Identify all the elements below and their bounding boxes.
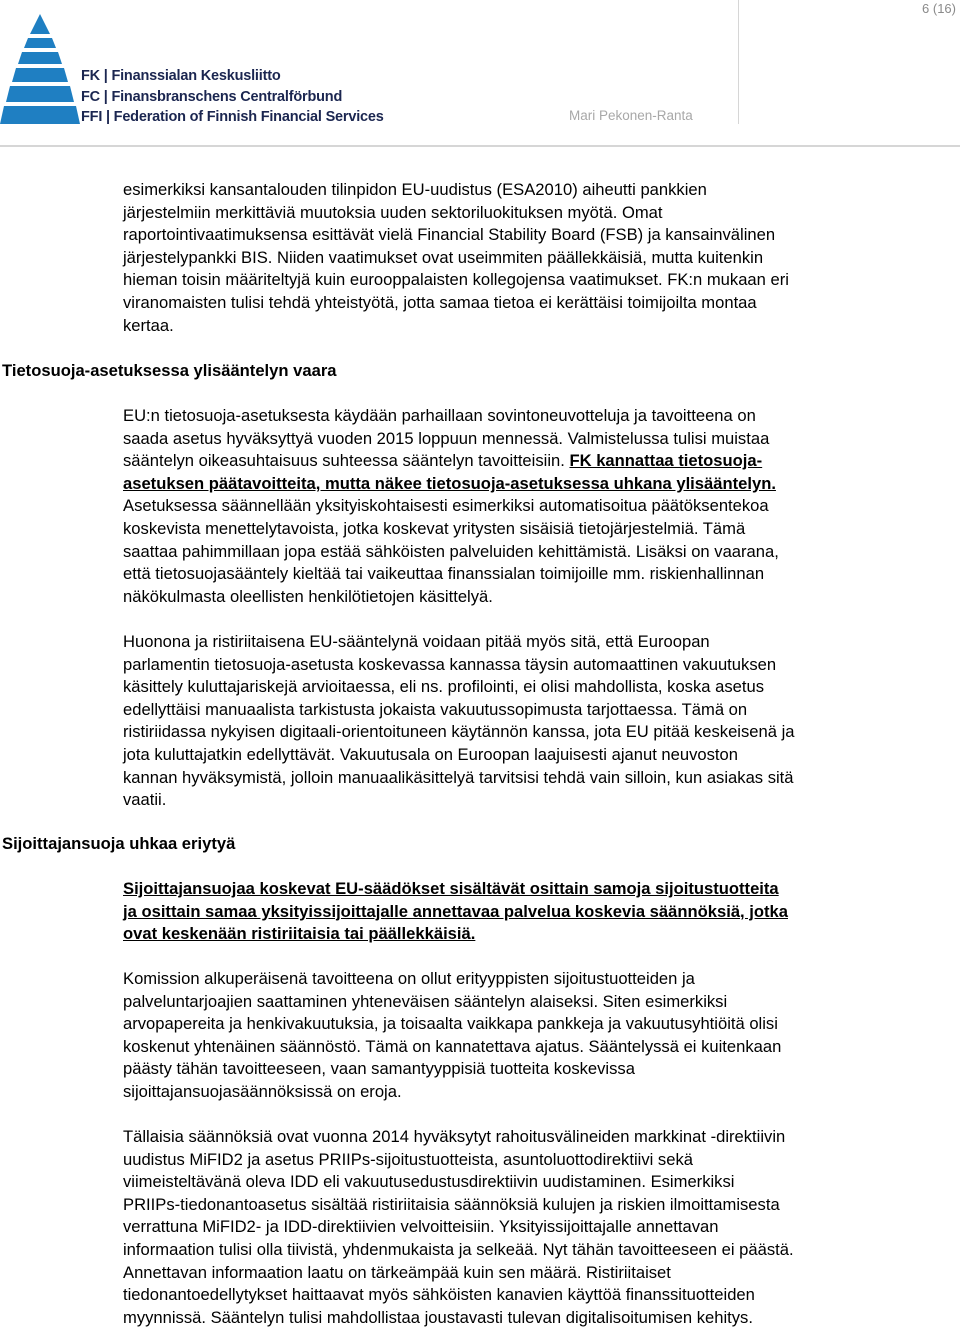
text-line: kannan hyväksymistä, jolloin manuaalikäsittelyä tarvitsisi tehdä vain silloin, kun asiakas sitä: [123, 767, 794, 787]
text-line: että tietosuojasääntely kieltää tai vaikeuttaa finanssialan toimijoille mm. riskienhallinnan: [123, 564, 765, 584]
section-heading-investor-protection: Sijoittajansuoja uhkaa eriytyä: [2, 834, 236, 853]
text-line: Tällaisia säännöksiä ovat vuonna 2014 hyväksytyt rahoitusvälineiden markkinat -direktiivin: [123, 1127, 786, 1146]
text-line: näkökulmasta oleellisten henkilötietojen käsittelyä.: [123, 586, 493, 606]
text-line: hieman toisin määriteltyjä kuin eurooppalaisten kollegojensa vaatimukset. FK:n mukaan eri: [123, 270, 789, 290]
paragraph-profiling: [123, 631, 960, 812]
text-line: palveluntarjoajien saattaminen yhteneväisen sääntelyn alaiseksi. Siten esimerkiksi: [123, 991, 728, 1011]
text-line: uudistus MiFID2 ja asetus PRIIPs-sijoitustuotteista, asuntoluottodirektiivi sekä: [123, 1149, 693, 1169]
author-name: Mari Pekonen-Ranta: [569, 108, 693, 123]
text-line: järjestelypankki BIS. Niiden vaatimukset ovat useimmiten päällekkäisiä, mutta kuitenkin: [123, 247, 764, 267]
section-heading-data-protection: Tietosuoja-asetuksessa ylisääntelyn vaara: [2, 361, 337, 380]
text-line: myynnissä. Sääntelyn tulisi mahdollistaa joustavasti tulevan digitalisoitumisen kehitys.: [123, 1307, 753, 1327]
organization-name: [81, 66, 384, 128]
header-rule: [0, 145, 960, 147]
paragraph-reporting: [123, 179, 960, 337]
org-line-fc: FC | Finansbranschens Centralförbund: [81, 88, 343, 105]
text-line: EU:n tietosuoja-asetuksesta käydään parhaillaan sovintoneuvotteluja ja tavoitteena on: [123, 406, 756, 425]
text-line: saada asetus hyväksyttyä vuoden 2015 loppuun mennessä. Valmistelussa tulisi muistaa: [123, 428, 770, 448]
text-line: ristiriidassa nykyisen digitaali-orientoituneen käytännön kanssa, jota EU pitää keskeisenä ja: [123, 722, 795, 742]
text-line: kertaa.: [123, 315, 174, 335]
text-line: ja osittain samaa yksityissijoittajalle annettavaa palvelua koskevia säännöksiä, jotka: [123, 901, 788, 921]
text-line: [123, 450, 960, 473]
org-line-fk: FK | Finanssialan Keskusliitto: [81, 68, 281, 84]
text-line: viranomaisten tulisi tehdä yhteistyötä, jotta samaa tietoa ei kerättäisi toimijoilta montaa: [123, 292, 757, 312]
page-header: [0, 0, 960, 150]
text-line: edellyttäisi manuaalista tarkistusta jokaista vakuutussopimusta tarjottaessa. Tämä on: [123, 699, 748, 719]
text-line: parlamentin tietosuoja-asetusta koskevassa kannassa täysin automaattinen vakuutuksen: [123, 654, 777, 674]
paragraph-data-protection: [123, 405, 960, 608]
paragraph-investor-summary: [123, 878, 960, 946]
text-line: päästy tähän tavoitteeseen, vaan samantyyppisiä tuotteita koskevissa: [123, 1059, 635, 1079]
text-line: ovat keskenään ristiriitaisia tai päällekkäisiä.: [123, 924, 476, 944]
text-span: sääntelyn oikeasuhtaisuus suhteessa sääntelyn tavoitteisiin.: [123, 451, 570, 471]
text-line: Annettavan informaation laatu on tärkeämpää kuin sen määrä. Ristiriitaiset: [123, 1262, 671, 1282]
paragraph-regulations: [123, 1126, 960, 1329]
text-line: jota kuluttajatkin edellyttävät. Vakuutusala on Euroopan laajuisesti ajanut neuvoston: [123, 744, 738, 764]
text-line: tiedonantoedellytykset haittaavat myös sähköisten kanavien käyttöä finanssituotteiden: [123, 1285, 755, 1305]
text-line: Sijoittajansuojaa koskevat EU-säädökset sisältävät osittain samoja sijoitustuotteita: [123, 879, 779, 898]
text-line: koskenut yhtenäinen säännöstö. Tämä on kannatettava ajatus. Sääntelyssä ei kuitenkaan: [123, 1036, 782, 1056]
emphasis-text: asetuksen päätavoitteita, mutta näkee tietosuoja-asetuksessa uhkana ylisääntelyn.: [123, 473, 776, 493]
org-line-ffi: FFI | Federation of Finnish Financial Services: [81, 109, 384, 125]
ffi-logo-icon: [0, 14, 80, 126]
text-line: esimerkiksi kansantalouden tilinpidon EU-uudistus (ESA2010) aiheutti pankkien: [123, 180, 707, 199]
text-line: vaatii.: [123, 790, 167, 810]
text-line: raportointivaatimuksensa esittävät vielä Financial Stability Board (FSB) ja kansainvälinen: [123, 225, 776, 245]
header-divider: [738, 0, 739, 124]
emphasis-text: FK kannattaa tietosuoja-: [569, 451, 763, 471]
text-line: verrattuna MiFID2- ja IDD-direktiivien velvoitteisiin. Yksityissijoittajalle annettavan: [123, 1217, 719, 1237]
page-number: 6 (16): [922, 1, 956, 16]
text-line: Huonona ja ristiriitaisena EU-sääntelynä voidaan pitää myös sitä, että Euroopan: [123, 632, 710, 651]
text-line: arvopapereita ja henkivakuutuksia, ja toisaalta vaikkapa pankkeja ja vakuutusyhtiöitä olisi: [123, 1014, 778, 1034]
text-line: Komission alkuperäisenä tavoitteena on ollut erityyppisten sijoitustuotteiden ja: [123, 969, 695, 988]
text-line: saattaa pahimmillaan jopa estää sähköisten palveluiden kehittämistä. Lisäksi on vaarana,: [123, 541, 779, 561]
paragraph-commission-goal: [123, 968, 960, 1104]
text-line: koskevista menettelytavoista, jotka koskevat yritysten sisäisiä tietojärjestelmiä. Tämä: [123, 518, 746, 538]
text-line: PRIIPs-tiedonantoasetus sisältää ristiriitaisia säännöksiä kulujen ja riskien ilmoittamisesta: [123, 1194, 780, 1214]
text-line: Asetuksessa säännellään yksityiskohtaisesti esimerkiksi automatisoitua päätöksentekoa: [123, 496, 769, 516]
text-line: käsittely kuluttajariskejä arvioitaessa, eli ns. profilointi, ei olisi mahdollista, koska asetus: [123, 677, 764, 697]
text-line: informaation tulisi olla tiivistä, yhdenmukaista ja selkeää. Nyt tähän tavoitteeseen ei päästä.: [123, 1239, 794, 1259]
text-line: [123, 473, 960, 496]
text-line: viimeisteltävänä oleva IDD eli vakuutusedustusdirektiivin uudistaminen. Esimerkiksi: [123, 1172, 735, 1192]
text-line: järjestelmiin merkittäviä muutoksia uuden sektoriluokituksen myötä. Omat: [123, 202, 663, 222]
text-line: sijoittajansuojasäännöksissä on eroja.: [123, 1081, 402, 1101]
